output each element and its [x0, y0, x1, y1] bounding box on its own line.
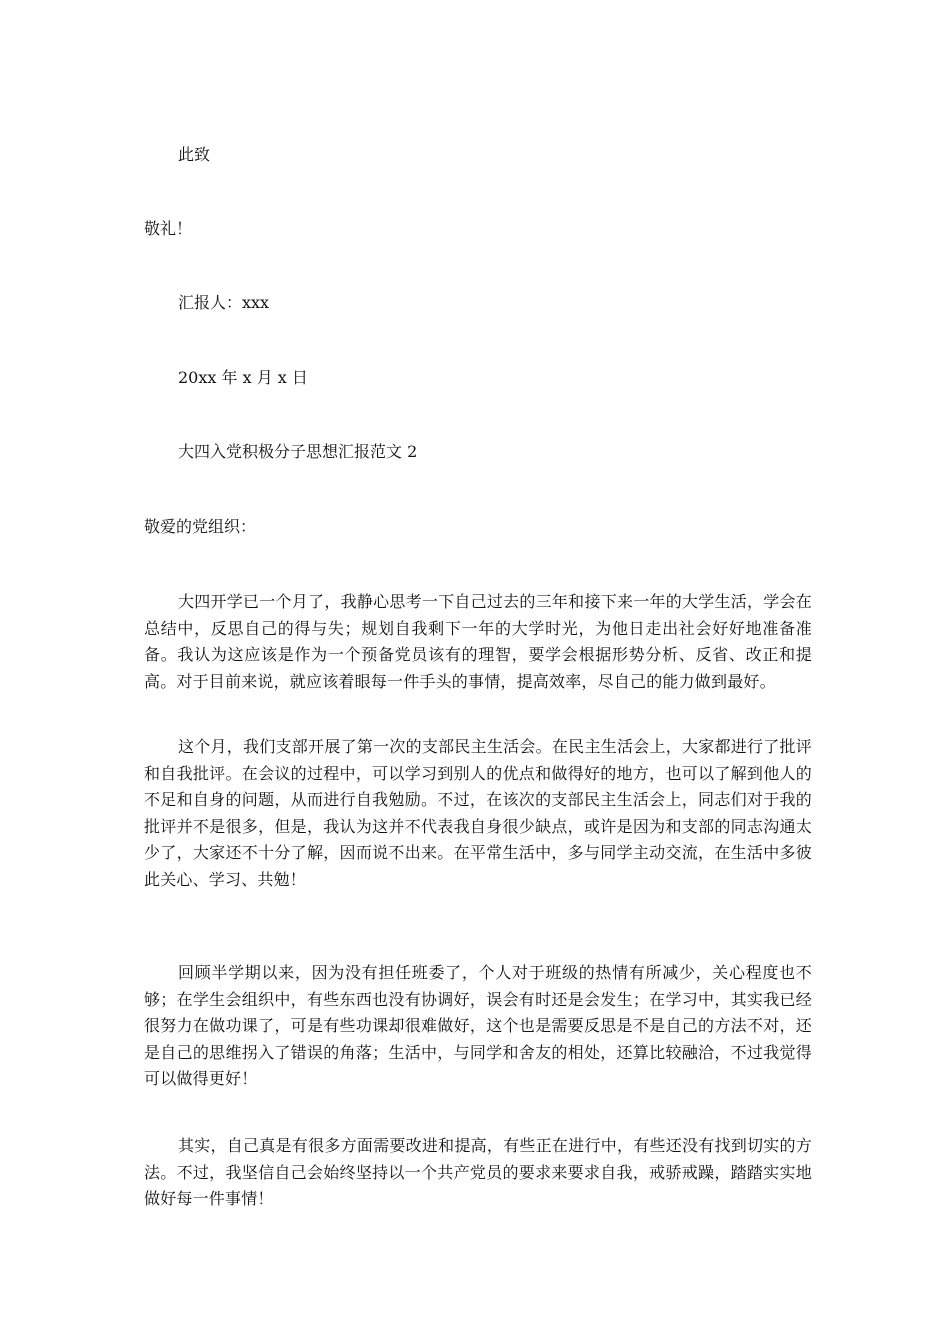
document-title: 大四入党积极分子思想汇报范文 2	[178, 442, 418, 461]
greeting: 敬爱的党组织：	[144, 517, 257, 536]
closing-salutation: 此致	[178, 145, 211, 164]
paragraph-2: 这个月，我们支部开展了第一次的支部民主生活会。在民主生活会上，大家都进行了批评和自我批评。在会议的过程中，可以学习到别人的优点和做得好的地方，也可以了解到他人的不足和自身的问题，从而进行自我勉励。不过，在该次的支部民主生活会上，同志们对于我的批评并不是很多，但是，我认为这并不代表我自身很少缺点，或许是因为和支部的同志沟通太少了，大家还不十分了解，因而说不出来。在平常生活中，多与同学主动交流，在生活中多彼此关心、学习、共勉！	[144, 737, 812, 889]
date-line: 20xx 年 x 月 x 日	[178, 368, 308, 387]
closing-regards: 敬礼！	[144, 219, 193, 238]
reporter-line: 汇报人：xxx	[178, 293, 270, 312]
paragraph-3: 回顾半学期以来，因为没有担任班委了，个人对于班级的热情有所减少，关心程度也不够；在学生会组织中，有些东西也没有协调好，误会有时还是会发生；在学习中，其实我已经很努力在做功课了，可是有些功课却很难做好，这个也是需要反思是不是自己的方法不对，还是自己的思维拐入了错误的角落；生活中，与同学和舍友的相处，还算比较融洽，不过我觉得可以做得更好！	[144, 963, 812, 1088]
paragraph-1: 大四开学已一个月了，我静心思考一下自己过去的三年和接下来一年的大学生活，学会在总结中，反思自己的得与失；规划自我剩下一年的大学时光，为他日走出社会好好地准备准备。我认为这应该是作为一个预备党员该有的理智，要学会根据形势分析、反省、改正和提高。对于目前来说，就应该着眼每一件手头的事情，提高效率，尽自己的能力做到最好。	[144, 592, 812, 691]
paragraph-4: 其实，自己真是有很多方面需要改进和提高，有些正在进行中，有些还没有找到切实的方法。不过，我坚信自己会始终坚持以一个共产党员的要求来要求自我，戒骄戒躁，踏踏实实地做好每一件事情！	[144, 1136, 812, 1208]
